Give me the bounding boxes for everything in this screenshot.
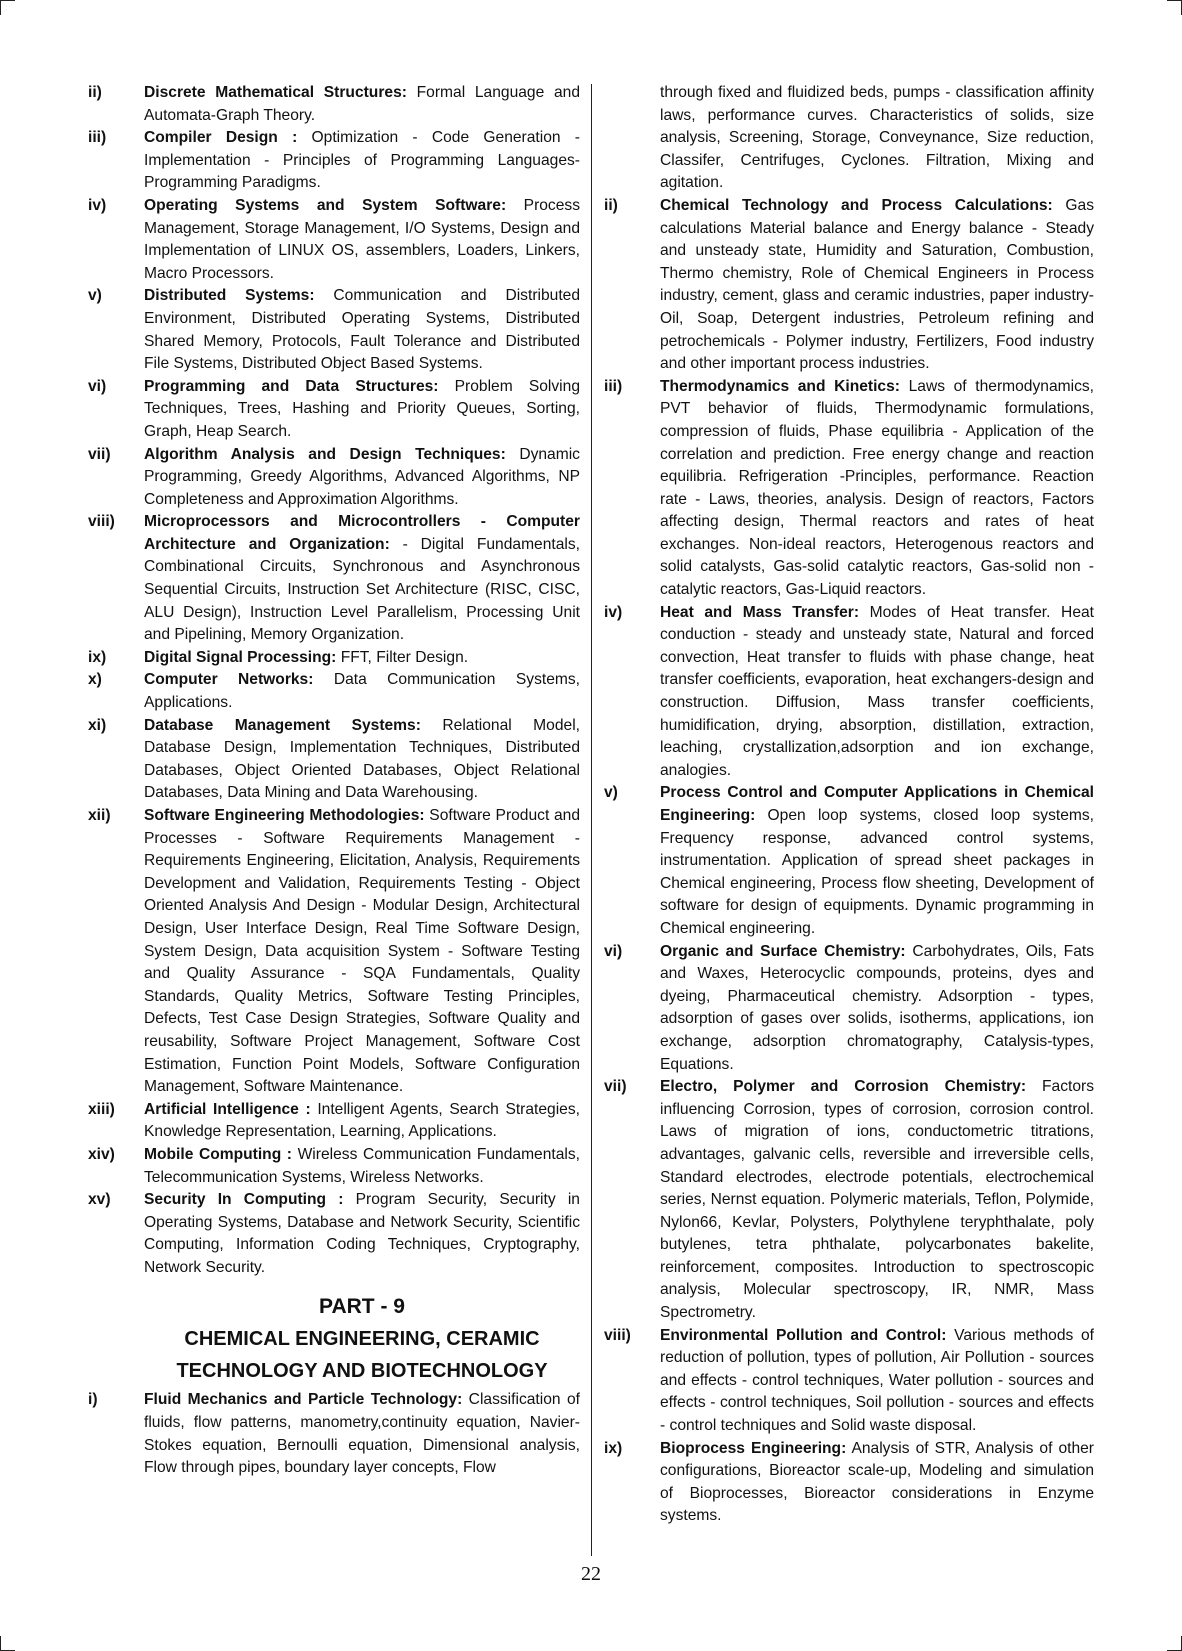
part-subtitle-line-1: CHEMICAL ENGINEERING, CERAMIC (184, 1328, 540, 1351)
item-title: Bioprocess Engineering: (660, 1439, 847, 1457)
item-body (660, 941, 1094, 1077)
item-body (144, 1189, 580, 1279)
syllabus-item (604, 1325, 1094, 1438)
item-title: Microprocessors and Microcontrollers - Computer Architecture and Organization: (144, 513, 580, 553)
item-title: Process Control and Computer Applications in Chemical Engineering: (660, 784, 1094, 824)
item-number: v) (88, 287, 102, 305)
syllabus-item (88, 444, 580, 512)
item-text: Wireless Communication Fundamentals, Telecommunication Systems, Wireless Networks. (144, 1145, 581, 1186)
item-title: Algorithm Analysis and Design Techniques: (144, 445, 506, 463)
item-number: iii) (604, 377, 623, 395)
crop-mark-bottom-right (1167, 1636, 1182, 1651)
item-title: Database Management Systems: (144, 716, 421, 734)
item-body (144, 647, 580, 670)
syllabus-item (88, 195, 580, 285)
syllabus-item (88, 647, 580, 670)
item-title: Heat and Mass Transfer: (660, 603, 860, 621)
syllabus-item (88, 127, 580, 195)
item-number: ii) (88, 84, 102, 101)
item-title: Environmental Pollution and Control: (660, 1326, 947, 1344)
item-text: - Digital Fundamentals, Combinational Circuits, Synchronous and Asynchronous Sequential Circuits, Instruction Set Architecture (RISC, CISC, ALU Design), Instruction Level Parallelism, Processing Unit and Pipelining, Memory Organization. (144, 535, 580, 644)
item-number: iv) (88, 196, 107, 214)
crop-mark-top-left (0, 0, 15, 15)
item-body (660, 1076, 1094, 1325)
item-text: Laws of thermodynamics, PVT behavior of fluids, Thermodynamic formulations, compression of fluids, Phase equilibria - Application of the correlation and prediction. Free energy change and reaction equilibria. Refrigeration -Principles, performance. Reaction rate - Laws, theories, analysis. Design of reactors, Factors affecting design, Thermal reactors and rates of heat exchanges. Non-ideal reactors, Heterogenous reactors and solid catalysts, Gas-solid catalytic reactors, Gas-solid non -catalytic reactors, Gas-Liquid reactors. (660, 377, 1094, 599)
item-number: xiii) (88, 1100, 115, 1118)
item-body (144, 669, 580, 714)
item-title: Thermodynamics and Kinetics: (660, 377, 900, 395)
item-number: iv) (604, 603, 623, 621)
syllabus-item (88, 511, 580, 647)
item-body (144, 444, 580, 512)
syllabus-item (88, 715, 580, 805)
syllabus-item (604, 1076, 1094, 1325)
item-number: x) (88, 671, 102, 689)
item-body (144, 82, 580, 127)
syllabus-item (88, 1389, 580, 1479)
item-text: Communication and Distributed Environment, Distributed Operating Systems, Distributed Shared Memory, Protocols, Fault Tolerance and Distributed File Systems, Distributed Object Based Systems. (144, 287, 580, 373)
item-text: Formal Language and Automata-Graph Theory. (144, 84, 580, 124)
item-number: ii) (604, 196, 618, 214)
item-number: v) (604, 784, 618, 802)
crop-mark-top-right (1167, 0, 1182, 15)
item-body (660, 1438, 1094, 1528)
crop-mark-bottom-left (0, 1636, 15, 1651)
item-title: Security In Computing : (144, 1191, 344, 1209)
item-text: Modes of Heat transfer. Heat conduction - steady and unsteady state, Natural and forced convection, Heat transfer to fluids with phase change, heat transfer coefficients, evaporation, heat exchangers-design and construction. Diffusion, Mass transfer coefficients, humidification, drying, absorption, distillation, extraction, leaching, crystallization,adsorption and ion exchange, analogies. (660, 603, 1094, 779)
item-body (144, 1144, 580, 1189)
item-title: Artificial Intelligence : (144, 1100, 311, 1118)
item-title: Distributed Systems: (144, 287, 315, 305)
item-text: Gas calculations Material balance and Energy balance - Steady and unsteady state, Humidity and Saturation, Combustion, Thermo chemistry, Role of Chemical Engineers in Process industry, cement, glass and ceramic industries, paper industry-Oil, Soap, Detergent industries, Petroleum refining and petrochemicals - Polymer industry, Fertilizers, Food industry and other important process industries. (660, 196, 1094, 373)
item-title: Programming and Data Structures: (144, 377, 439, 395)
syllabus-item (88, 376, 580, 444)
item-body (660, 782, 1094, 940)
item-number: ix) (604, 1439, 623, 1457)
part-title: PART - 9 (319, 1295, 405, 1319)
syllabus-item (604, 602, 1094, 783)
item-number: iii) (88, 129, 107, 147)
item-title: Chemical Technology and Process Calculations: (660, 196, 1053, 214)
item-body (144, 127, 580, 195)
item-text: Analysis of STR, Analysis of other configurations, Bioreactor scale-up, Modeling and simulation of Bioprocesses, Bioreactor considerations in Enzyme systems. (660, 1439, 1095, 1525)
item-text: FFT, Filter Design. (336, 648, 469, 666)
item-text: Dynamic Programming, Greedy Algorithms, Advanced Algorithms, NP Completeness and Approximation Algorithms. (144, 445, 580, 508)
item-body (144, 285, 580, 375)
part-heading (144, 1291, 580, 1387)
item-body (660, 376, 1094, 602)
item-text: Relational Model, Database Design, Implementation Techniques, Distributed Databases, Object Oriented Databases, Object Relational Databases, Data Mining and Data Warehousing. (144, 716, 580, 802)
column-divider (591, 84, 592, 1556)
item-number: vi) (604, 942, 623, 960)
item-title: Digital Signal Processing: (144, 648, 337, 666)
item-number: viii) (88, 513, 115, 531)
item-text: Process Management, Storage Management, I/O Systems, Design and Implementation of LINUX OS, assemblers, Loaders, Linkers, Macro Processors. (144, 196, 580, 282)
left-column (88, 82, 580, 1480)
syllabus-item (88, 1099, 580, 1144)
item-text: Problem Solving Techniques, Trees, Hashing and Priority Queues, Sorting, Graph, Heap Search. (144, 377, 580, 440)
item-title: Computer Networks: (144, 671, 314, 689)
item-text: Classification of fluids, flow patterns, manometry,continuity equation, Navier-Stokes equation, Bernoulli equation, Dimensional analysis, Flow through pipes, boundary layer concepts, Flow (144, 1391, 580, 1477)
item-number: ix) (88, 648, 107, 666)
item-body (144, 511, 580, 647)
item-title: Operating Systems and System Software: (144, 196, 507, 214)
syllabus-item (88, 82, 580, 127)
item-text: Carbohydrates, Oils, Fats and Waxes, Heterocyclic compounds, proteins, dyes and dyeing, Pharmaceutical chemistry. Adsorption - types, adsorption of gases over solids, isotherms, applications, ion exchange, adsorption chromatography, Catalysis-types, Equations. (660, 942, 1094, 1073)
syllabus-item (88, 669, 580, 714)
syllabus-item (604, 1438, 1094, 1528)
syllabus-item (88, 285, 580, 375)
item-body (660, 602, 1094, 783)
syllabus-item (604, 782, 1094, 940)
item-title: Compiler Design : (144, 129, 298, 147)
item-text: Data Communication Systems, Applications. (144, 671, 580, 712)
item-title: Discrete Mathematical Structures: (144, 84, 407, 101)
item-body (660, 1325, 1094, 1438)
item-number: i) (88, 1391, 98, 1409)
item-number: xv) (88, 1191, 111, 1209)
syllabus-item (604, 376, 1094, 602)
item-number: viii) (604, 1326, 631, 1344)
syllabus-item (88, 805, 580, 1099)
right-column (604, 82, 1094, 1528)
item-number: xiv) (88, 1145, 115, 1163)
item-text: Program Security, Security in Operating Systems, Database and Network Security, Scientific Computing, Information Coding Techniques, Cryptography, Network Security. (144, 1191, 580, 1276)
item-body (144, 1099, 580, 1144)
item-text: through fixed and fluidized beds, pumps - classification affinity laws, performance curves. Characteristics of solids, size analysis, Screening, Storage, Conveynance, Size reduction, Classifer, Centrifuges, Cyclones. Filtration, Mixing and agitation. (660, 84, 1094, 192)
item-body (144, 376, 580, 444)
syllabus-item-continuation (604, 82, 1094, 195)
item-body (660, 195, 1094, 376)
item-text: Open loop systems, closed loop systems, Frequency response, advanced control systems, instrumentation. Application of spread sheet packages in Chemical engineering, Process flow sheeting, Development of software for design of equipments. Dynamic programming in Chemical engineering. (660, 807, 1094, 937)
syllabus-item (88, 1144, 580, 1189)
item-body (144, 195, 580, 285)
item-number: xii) (88, 807, 111, 824)
item-title: Fluid Mechanics and Particle Technology: (144, 1391, 463, 1409)
item-text: Various methods of reduction of pollution, types of pollution, Air Pollution - sources and effects - control techniques, Water pollution - sources and effects - control techniques, Soil pollution - sources and effects - control techniques and Solid waste disposal. (660, 1326, 1094, 1435)
item-body (144, 805, 580, 1099)
syllabus-item (604, 941, 1094, 1077)
page-number: 22 (581, 1563, 601, 1585)
item-title: Software Engineering Methodologies: (144, 807, 425, 824)
syllabus-item (88, 1189, 580, 1279)
item-number: vii) (604, 1078, 627, 1096)
item-text: Software Product and Processes - Software Requirements Management - Requirements Engineering, Elicitation, Analysis, Requirements Development and Validation, Requirements Testing - Object Oriented Analysis And Design - Modular Design, Architectural Design, User Interface Design, Real Time Software Design, System Design, Data acquisition System - Software Testing and Quality Assurance - SQA Fundamentals, Quality Standards, Quality Metrics, Software Testing Principles, Defects, Test Case Design Strategies, Software Quality and reusability, Software Project Management, Software Cost Estimation, Function Point Models, Software Configuration Management, Software Maintenance. (144, 807, 581, 1096)
item-body (144, 1389, 580, 1479)
item-title: Mobile Computing : (144, 1145, 293, 1163)
item-title: Electro, Polymer and Corrosion Chemistry: (660, 1078, 1027, 1096)
item-title: Organic and Surface Chemistry: (660, 942, 906, 960)
item-body (144, 715, 580, 805)
syllabus-item (604, 195, 1094, 376)
item-text: Optimization - Code Generation - Implementation - Principles of Programming Languages-Programming Paradigms. (144, 129, 580, 192)
item-number: vi) (88, 377, 107, 395)
item-number: xi) (88, 716, 107, 734)
item-text: Factors influencing Corrosion, types of corrosion, corrosion control. Laws of migration of ions, conductometric titrations, advantages, galvanic cells, reversible and irreversible cells, Standard electrodes, electrode potentials, electrochemical series, Nernst equation. Polymeric materials, Teflon, Polymide, Nylon66, Kevlar, Polysters, Polythylene teryphthalate, poly butylenes, tetra phthalate, polycarbonates bakelite, reinforcement, composites. Introduction to spectroscopic analysis, Molecular spectroscopy, IR, NMR, Mass Spectrometry. (660, 1078, 1094, 1322)
item-number: vii) (88, 445, 111, 463)
item-text: Intelligent Agents, Search Strategies, Knowledge Representation, Learning, Applications. (144, 1100, 580, 1141)
part-subtitle-line-2: TECHNOLOGY AND BIOTECHNOLOGY (176, 1360, 548, 1383)
